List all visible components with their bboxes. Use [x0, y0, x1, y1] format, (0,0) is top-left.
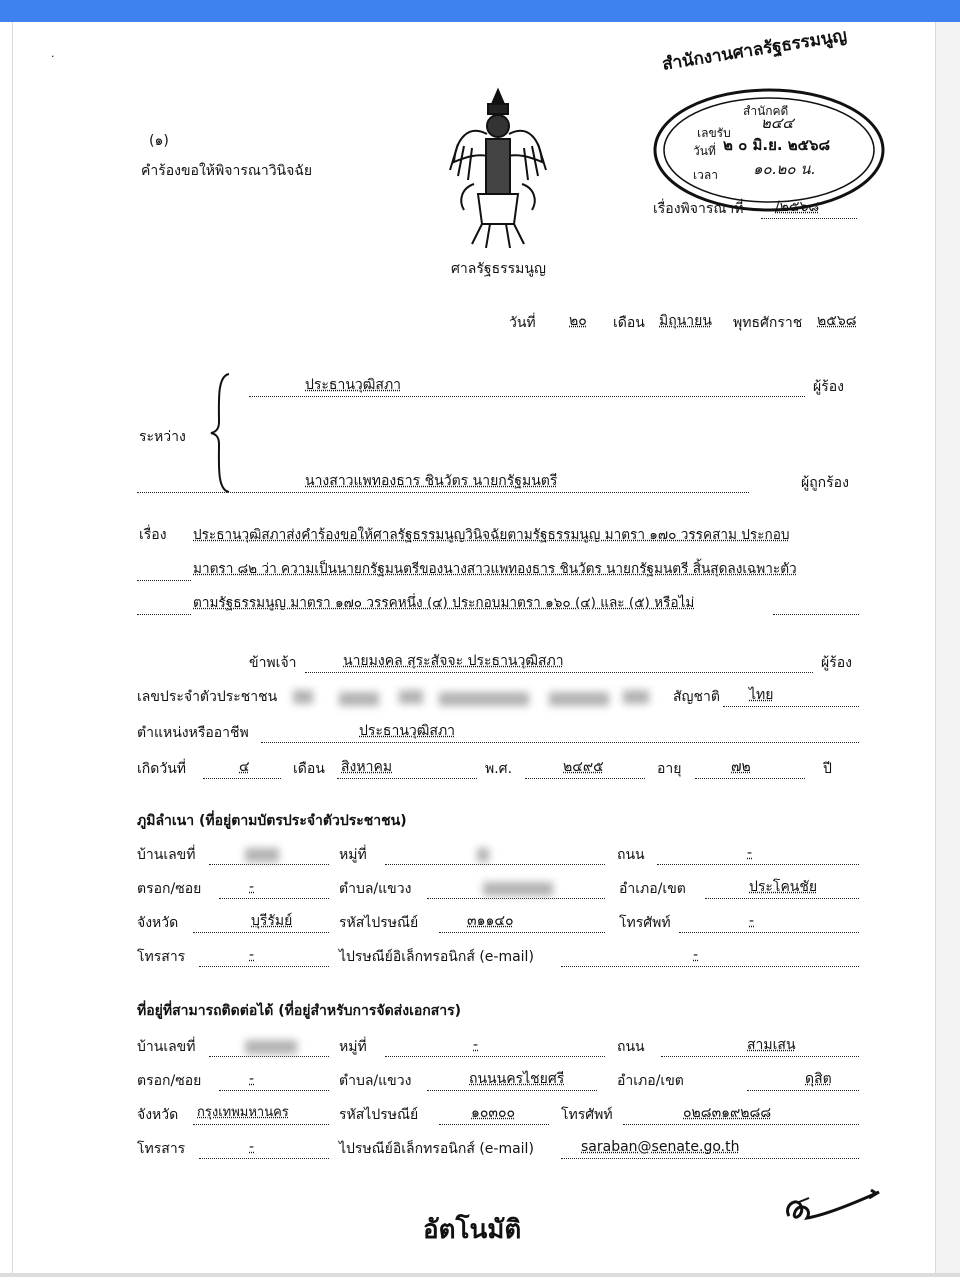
con-tambon: ถนนนครไชยศรี: [469, 1071, 565, 1087]
date-month: มิถุนายน: [659, 313, 712, 329]
stamp-date-value: ๒ ๐ มิ.ย. ๒๕๖๘: [723, 136, 831, 154]
con-soi: -: [249, 1071, 255, 1087]
dom-postal: ๓๑๑๔๐: [467, 913, 514, 929]
dom-soi-label: ตรอก/ซอย: [137, 881, 202, 897]
dom-moo-label: หมู่ที่: [339, 847, 367, 863]
contact-heading: ที่อยู่ที่สามารถติดต่อได้ (ที่อยู่สำหรับการจัดส่งเอกสาร): [137, 1003, 462, 1019]
dom-road: -: [747, 845, 753, 861]
subject-line-2: มาตรา ๘๒ ว่า ความเป็นนายกรัฐมนตรีของนางสาวแพทองธาร ชินวัตร นายกรัฐมนตรี สิ้นสุดลงเฉพาะตัว: [193, 561, 797, 577]
corner-number: (๑): [149, 133, 169, 149]
nationality-label: สัญชาติ: [673, 689, 720, 705]
con-fax-label: โทรสาร: [137, 1141, 186, 1157]
dom-soi: -: [249, 879, 255, 895]
con-postal-label: รหัสไปรษณีย์: [339, 1107, 419, 1123]
stamp-time-value: ๑๐.๒๐ น.: [753, 160, 816, 178]
dom-phone-label: โทรศัพท์: [619, 915, 671, 931]
con-phone-label: โทรศัพท์: [561, 1107, 613, 1123]
form-title: คำร้องขอให้พิจารณาวินิจฉัย: [141, 163, 313, 179]
born-label: เกิดวันที่: [137, 761, 187, 777]
con-tambon-label: ตำบล/แขวง: [339, 1073, 412, 1089]
con-phone: ๐๒๘๓๑๙๒๘๘: [683, 1105, 772, 1121]
con-email: saraban@senate.go.th: [581, 1139, 740, 1155]
applicant-name-label: ข้าพเจ้า: [249, 655, 297, 671]
between-label: ระหว่าง: [139, 429, 186, 445]
con-province: กรุงเทพมหานคร: [197, 1105, 289, 1120]
scan-speck: ·: [51, 50, 55, 63]
dom-postal-label: รหัสไปรษณีย์: [339, 915, 419, 931]
born-day: ๔: [239, 759, 250, 775]
con-postal: ๑๐๓๐๐: [471, 1105, 516, 1121]
con-email-label: ไปรษณีย์อิเล็กทรอนิกส์ (e-mail): [339, 1141, 534, 1157]
dom-house-redacted: [245, 848, 279, 862]
con-road-label: ถนน: [617, 1039, 645, 1055]
occupation: ประธานวุฒิสภา: [359, 723, 456, 739]
con-road: สามเสน: [747, 1037, 796, 1053]
born-year: ๒๔๙๕: [563, 759, 604, 775]
date-day-label: วันที่: [509, 315, 536, 331]
stamp-date-label: วันที่: [693, 144, 716, 158]
age-label: อายุ: [657, 761, 682, 777]
dom-road-label: ถนน: [617, 847, 645, 863]
age: ๗๒: [731, 759, 751, 775]
petitioner-name: ประธานวุฒิสภา: [305, 377, 402, 393]
date-day: ๒๐: [569, 313, 587, 329]
dom-amphoe-label: อำเภอ/เขต: [619, 881, 686, 897]
con-province-label: จังหวัด: [137, 1107, 179, 1123]
con-house-label: บ้านเลขที่: [137, 1039, 196, 1055]
bottom-edge: [0, 1273, 960, 1277]
con-soi-label: ตรอก/ซอย: [137, 1073, 202, 1089]
date-year-label: พุทธศักราช: [733, 315, 803, 331]
subject-line-3: ตามรัฐธรรมนูญ มาตรา ๑๗๐ วรรคหนึ่ง (๔) ประกอบมาตรา ๑๖๐ (๔) และ (๕) หรือไม่: [193, 595, 695, 611]
right-gutter: [936, 22, 960, 1277]
occupation-label: ตำแหน่งหรืออาชีพ: [137, 725, 249, 741]
footer-text: อัตโนมัติ: [423, 1215, 522, 1245]
respondent-name: นางสาวแพทองธาร ชินวัตร นายกรัฐมนตรี: [305, 473, 558, 489]
stamp-office: สำนักงานศาลรัฐธรรมนูญ: [660, 25, 849, 75]
con-amphoe: ดุสิต: [805, 1071, 832, 1087]
nationality: ไทย: [749, 687, 774, 703]
stamp-time-label: เวลา: [693, 168, 718, 182]
stamp-receipt-label: เลขรับ: [697, 126, 731, 140]
case-value: /๒๕๖๘: [775, 199, 820, 215]
date-year: ๒๕๖๘: [817, 313, 857, 329]
subject-label: เรื่อง: [139, 527, 167, 543]
document-page: [12, 22, 936, 1273]
con-amphoe-label: อำเภอ/เขต: [617, 1073, 684, 1089]
stamp-receipt-value: ๒๔๔: [761, 114, 794, 132]
stamp-dept: สำนักคดี: [743, 104, 789, 118]
dom-province-label: จังหวัด: [137, 915, 179, 931]
signature-icon: [779, 1186, 889, 1234]
con-moo: -: [473, 1037, 479, 1053]
age-unit: ปี: [823, 761, 832, 777]
id-label: เลขประจำตัวประชาชน: [137, 689, 278, 705]
born-year-label: พ.ศ.: [485, 761, 513, 777]
subject-line-1: ประธานวุฒิสภาส่งคำร้องขอให้ศาลรัฐธรรมนูญวินิจฉัยตามรัฐธรรมนูญ มาตรา ๑๗๐ วรรคสาม ประกอบ: [193, 527, 790, 543]
con-moo-label: หมู่ที่: [339, 1039, 367, 1055]
dom-email-label: ไปรษณีย์อิเล็กทรอนิกส์ (e-mail): [339, 949, 534, 965]
dom-house-label: บ้านเลขที่: [137, 847, 196, 863]
dom-province: บุรีรัมย์: [251, 913, 293, 929]
con-house-redacted: [245, 1040, 297, 1054]
born-month: สิงหาคม: [341, 759, 393, 775]
case-label: เรื่องพิจารณาที่: [653, 201, 744, 217]
dom-amphoe: ประโคนชัย: [749, 879, 818, 895]
court-name: ศาลรัฐธรรมนูญ: [451, 261, 546, 277]
respondent-role: ผู้ถูกร้อง: [801, 475, 849, 491]
dom-fax: -: [249, 947, 255, 963]
applicant-name: นายมงคล สุระสัจจะ ประธานวุฒิสภา: [343, 653, 564, 669]
date-month-label: เดือน: [613, 315, 645, 331]
applicant-role: ผู้ร้อง: [821, 655, 852, 671]
domicile-heading: ภูมิลำเนา (ที่อยู่ตามบัตรประจำตัวประชาชน): [137, 813, 407, 829]
dom-phone: -: [749, 913, 755, 929]
born-month-label: เดือน: [293, 761, 325, 777]
dom-tambon-label: ตำบล/แขวง: [339, 881, 412, 897]
dom-tambon-redacted: [483, 882, 553, 896]
dom-moo-redacted: [477, 848, 489, 862]
petitioner-role: ผู้ร้อง: [813, 379, 844, 395]
id-number-redacted: [289, 686, 659, 708]
garuda-emblem-icon: [448, 84, 548, 254]
top-bar: [0, 0, 960, 22]
dom-email: -: [693, 947, 699, 963]
con-fax: -: [249, 1139, 255, 1155]
dom-fax-label: โทรสาร: [137, 949, 186, 965]
